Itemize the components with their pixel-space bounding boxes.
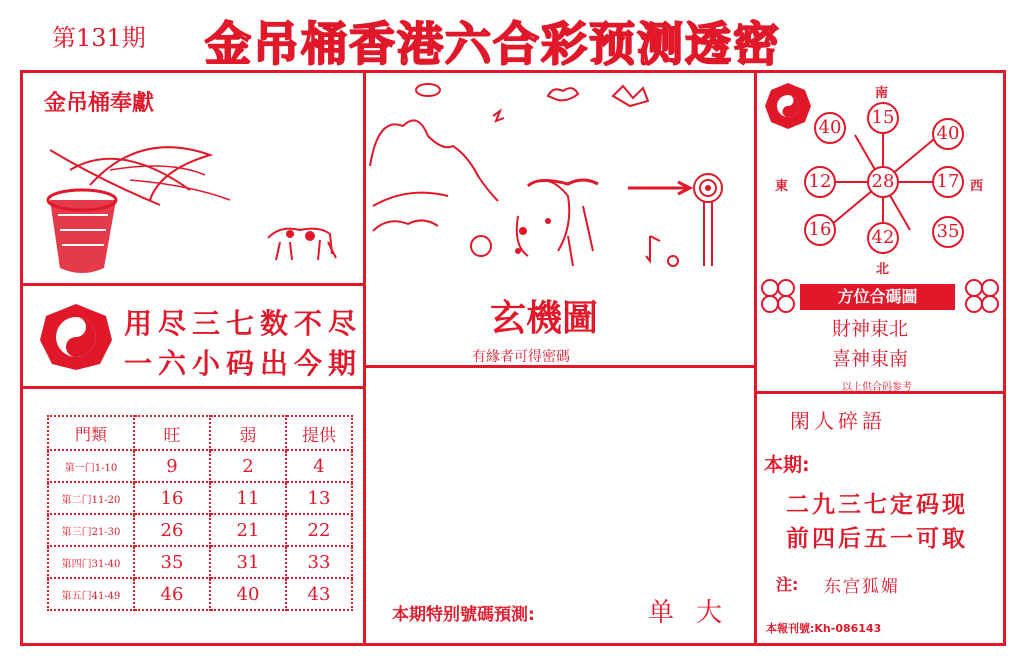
cell-provide: 33 [286, 546, 352, 578]
cell-provide: 4 [286, 450, 352, 482]
brand-label: 金吊桶奉獻 [44, 91, 155, 116]
caishen-direction: 財神東北 [832, 318, 909, 340]
header-provide: 提供 [286, 416, 352, 450]
row-label: 第五门41-49 [48, 578, 134, 610]
cell-strong: 46 [134, 578, 210, 610]
cell-weak: 21 [210, 514, 286, 546]
cell-weak: 2 [210, 450, 286, 482]
special-value: 单大 [648, 598, 745, 628]
page-title: 金吊桶香港六合彩预测透密 [205, 17, 781, 71]
xianren-title: 閑人碎語 [790, 409, 886, 433]
table-row [48, 514, 352, 546]
special-label: 本期特别號碼預測: [392, 605, 535, 625]
direction-north: 北 [876, 262, 890, 277]
compass-number-left: 12 [804, 166, 836, 198]
cell-provide: 13 [286, 482, 352, 514]
row-label: 第二门11-20 [48, 482, 134, 514]
compass-number-top-left: 40 [814, 112, 846, 144]
compass-number-top-right: 40 [932, 118, 964, 150]
cell-weak: 40 [210, 578, 286, 610]
cell-weak: 11 [210, 482, 286, 514]
cell-provide: 22 [286, 514, 352, 546]
row-label: 第一门1-10 [48, 450, 134, 482]
compass-number-right: 17 [932, 166, 964, 198]
poem-line-2: 一六小码出今期 [124, 347, 363, 380]
cell-provide: 43 [286, 578, 352, 610]
bagua-icon [38, 302, 114, 372]
cell-strong: 26 [134, 514, 210, 546]
compass-note: 以上供合码参考 [842, 382, 912, 393]
cell-strong: 9 [134, 450, 210, 482]
table-row [48, 578, 352, 610]
cloud-ornament-left [760, 276, 802, 316]
riddle-subtitle: 有緣者可得密碼 [472, 349, 570, 365]
xianren-line-1: 二九三七定码现 [786, 492, 968, 518]
table-header-row [48, 416, 352, 450]
compass-number-center: 28 [867, 166, 899, 198]
direction-east: 東 [775, 179, 789, 194]
header-strong: 旺 [134, 416, 210, 450]
cloud-ornament-right [960, 276, 1002, 316]
xianren-line-2: 前四后五一可取 [786, 526, 968, 552]
note-value: 东宫狐媚 [824, 577, 900, 597]
table-row [48, 450, 352, 482]
direction-south: 南 [875, 86, 889, 101]
riddle-title: 玄機圖 [490, 297, 599, 339]
table-row [48, 482, 352, 514]
row-label: 第四门31-40 [48, 546, 134, 578]
bucket-illustration [40, 130, 360, 280]
print-number: 本報刊號:Kh-086143 [766, 622, 882, 635]
cell-strong: 16 [134, 482, 210, 514]
header-category: 門類 [48, 416, 134, 450]
direction-west: 西 [970, 179, 984, 194]
row-label: 第三门21-30 [48, 514, 134, 546]
table-row [48, 546, 352, 578]
issue-label: 本期: [764, 454, 810, 476]
compass-number-bottom-left: 16 [804, 214, 836, 246]
riddle-illustration [368, 76, 752, 276]
header-weak: 弱 [210, 416, 286, 450]
poem-line-1: 用尽三七数不尽 [124, 307, 363, 340]
cell-strong: 35 [134, 546, 210, 578]
gate-table [47, 415, 353, 611]
note-label: 注: [776, 575, 799, 594]
issue-number: 第131期 [52, 24, 146, 52]
xishen-direction: 喜神東南 [832, 348, 909, 370]
compass-number-bottom: 42 [867, 222, 899, 254]
compass-banner: 方位合碼圖 [800, 284, 955, 310]
compass-number-bottom-right: 35 [932, 216, 964, 248]
compass-number-top: 15 [867, 102, 899, 134]
cell-weak: 31 [210, 546, 286, 578]
